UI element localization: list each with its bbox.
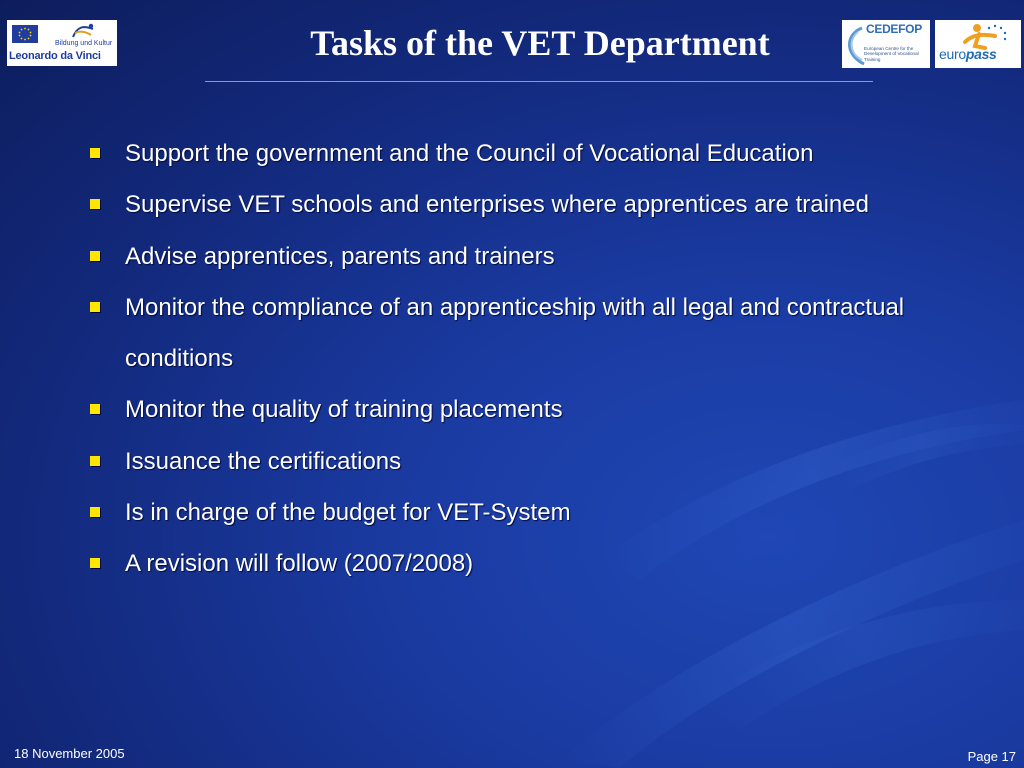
list-item xyxy=(88,179,968,230)
task-list xyxy=(88,128,968,590)
cedefop-subtitle: European Centre for the Development of Vocational Training xyxy=(864,46,919,62)
list-item xyxy=(88,384,968,435)
eu-flag-icon xyxy=(12,25,38,43)
slide-title: Tasks of the VET Department xyxy=(310,23,770,63)
leonardo-name: Leonardo da Vinci xyxy=(9,50,101,62)
list-item xyxy=(88,487,968,538)
bullet-text: Support the government and the Council of Vocational Education xyxy=(125,140,814,167)
europass-suffix: pass xyxy=(965,46,997,62)
cedefop-logo xyxy=(842,20,930,68)
leonardo-da-vinci-logo xyxy=(7,20,117,66)
list-item xyxy=(88,282,968,385)
list-item xyxy=(88,436,968,487)
bullet-text: Is in charge of the budget for VET-System xyxy=(125,499,571,527)
bullet-text: Advise apprentices, parents and trainers xyxy=(125,242,555,270)
europass-logo xyxy=(935,20,1021,68)
title-divider xyxy=(205,81,873,82)
leonardo-subtitle: Bildung und Kultur xyxy=(55,40,113,47)
bullet-text: Monitor the quality of training placements xyxy=(125,396,563,424)
bullet-square-icon xyxy=(90,507,100,517)
bullet-square-icon xyxy=(90,302,100,312)
bullet-square-icon xyxy=(90,148,100,158)
bullet-text: Supervise VET schools and enterprises where apprentices are trained xyxy=(125,191,869,219)
europass-prefix: euro xyxy=(939,46,966,62)
bullet-text: A revision will follow (2007/2008) xyxy=(125,550,474,578)
list-item xyxy=(88,231,968,282)
page-number: Page 17 xyxy=(967,749,1016,764)
list-item xyxy=(88,128,968,179)
bullet-text: Monitor the compliance of an apprenticeship with all legal and contractual conditions xyxy=(125,293,905,373)
bullet-square-icon xyxy=(90,456,100,466)
bullet-square-icon xyxy=(90,558,100,568)
bullet-square-icon xyxy=(90,199,100,209)
footer-date: 18 November 2005 xyxy=(14,746,125,761)
bullet-square-icon xyxy=(90,404,100,414)
cedefop-name: CEDEFOP xyxy=(866,22,922,36)
bullet-square-icon xyxy=(90,251,100,261)
europass-wordmark xyxy=(939,46,997,62)
bildung-kultur-mark-icon xyxy=(69,21,97,41)
list-item xyxy=(88,538,968,589)
bullet-text: Issuance the certifications xyxy=(125,447,402,475)
